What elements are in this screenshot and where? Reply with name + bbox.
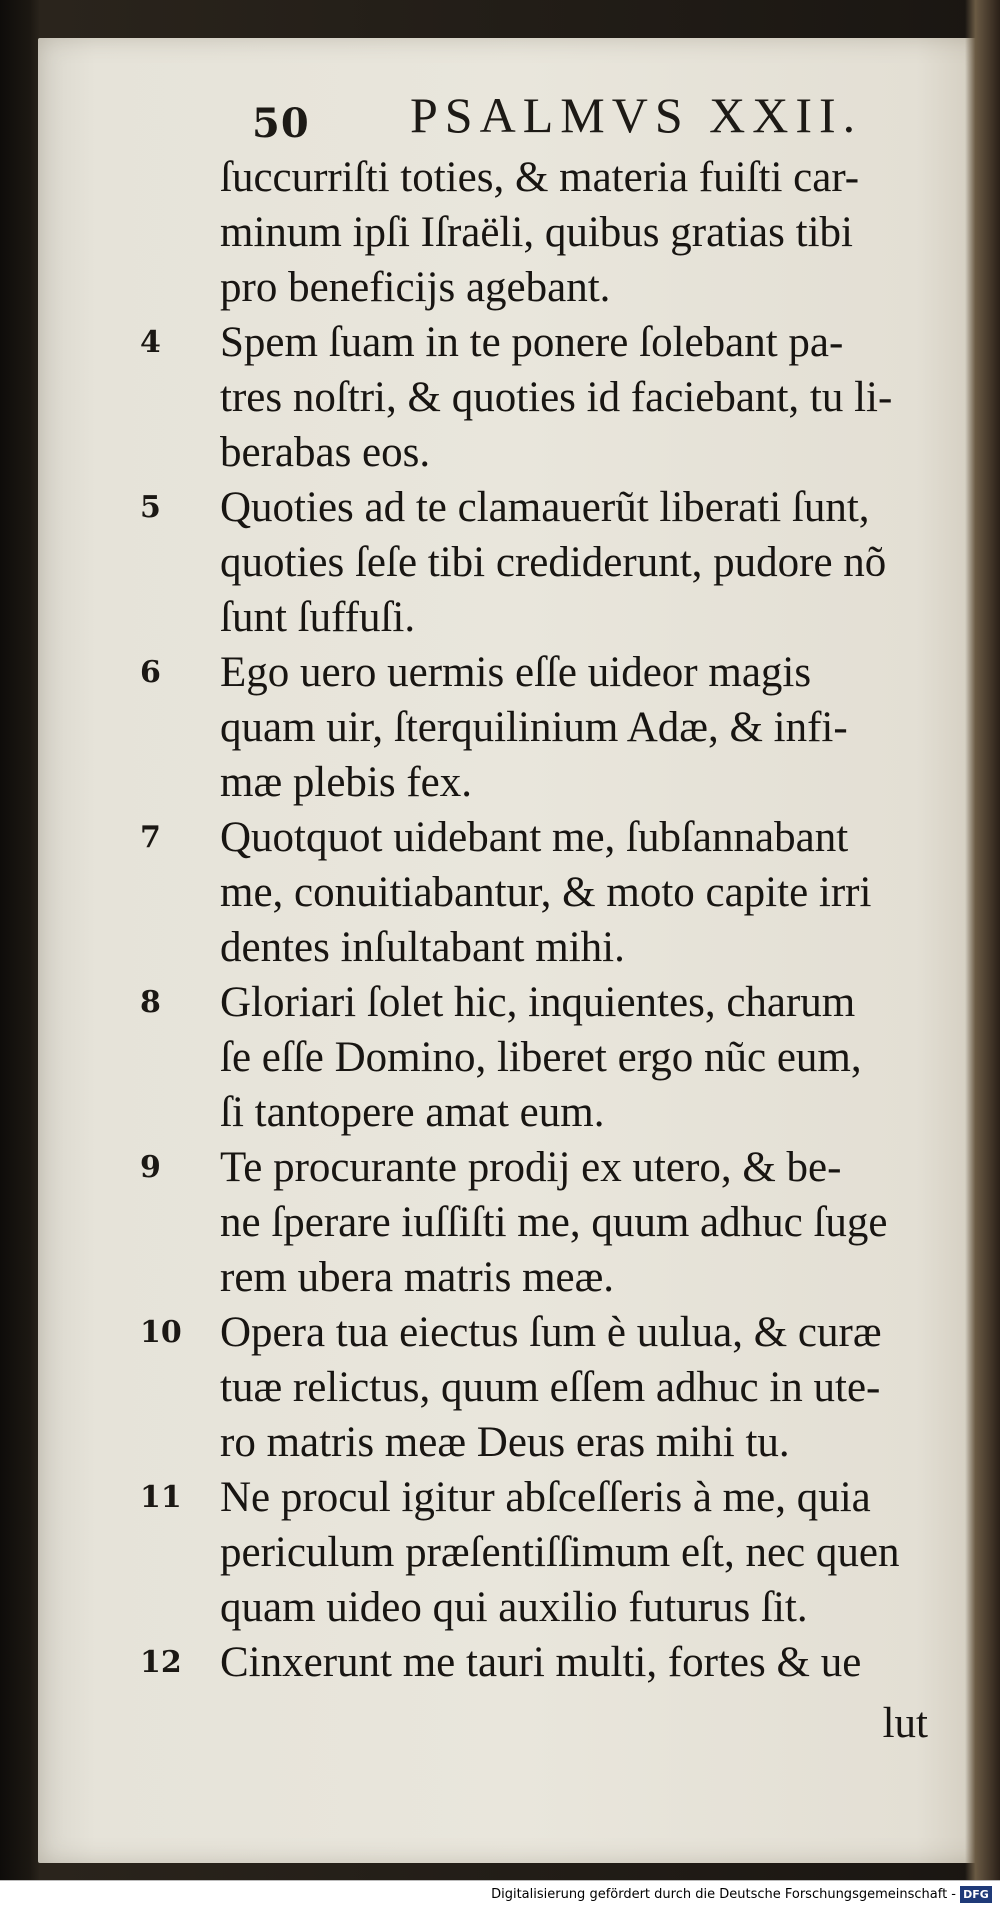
verse-number: 4 [140,325,161,360]
catchword: lut [882,1700,928,1747]
verse [140,1140,940,1305]
verse-number: 7 [140,820,161,855]
verse-number: 8 [140,985,161,1020]
verse-number: 10 [140,1315,182,1350]
text-line: quam uir, ſterquilinium Adæ, & infi- [220,704,848,751]
text-line: ſi tantopere amat eum. [220,1089,605,1136]
page-header [0,86,1000,156]
verse-number: 12 [140,1645,182,1680]
text-line: Te procurante prodij ex utero, & be- [220,1144,842,1191]
verse [140,975,940,1140]
running-title: PSALMVS XXII. [410,87,863,143]
text-line: Quotquot uidebant me, ſubſannabant [220,814,849,861]
verse [140,1305,940,1470]
verse-number: 11 [140,1480,182,1515]
verse [150,150,940,315]
text-line: ſe eſſe Domino, liberet ergo nũc eum, [220,1034,862,1081]
text-line: me, conuitiabantur, & moto capite irri [220,869,872,916]
verse [140,810,940,975]
text-line: Spem ſuam in te ponere ſolebant pa- [220,319,844,366]
text-line: minum ipſi Iſraëli, quibus gratias tibi [220,209,853,256]
page-edge-shadow [965,0,1000,1880]
text-line: Gloriari ſolet hic, inquientes, charum [220,979,856,1026]
text-line: Cinxerunt me tauri multi, fortes & ue [220,1639,862,1686]
footer-bar [0,1880,1000,1908]
text-line: ſuccurriſti toties, & materia fuiſti car- [220,154,860,201]
text-line: Ego uero uermis eſſe uideor magis [220,649,812,696]
text-line: Opera tua eiectus ſum è uulua, & curæ [220,1309,882,1356]
verse-number: 9 [140,1150,161,1185]
verse [140,1635,940,1690]
text-line: ſunt ſuffuſi. [220,594,416,641]
funding-credit: Digitalisierung gefördert durch die Deutsche Forschungsgemeinschaft - [491,1887,956,1902]
verse [140,645,940,810]
text-line: ne ſperare iuſſiſti me, quum adhuc ſuge [220,1199,888,1246]
text-line: Ne procul igitur abſceſſeris à me, quia [220,1474,871,1521]
text-line: tuæ relictus, quum eſſem adhuc in ute- [220,1364,881,1411]
psalm-text [140,150,940,1751]
text-line: Quoties ad te clamauerũt liberati ſunt, [220,484,870,531]
text-line: dentes inſultabant mihi. [220,924,625,971]
text-line: berabas eos. [220,429,431,476]
verse [140,1470,940,1635]
text-line: mæ plebis fex. [220,759,472,806]
dfg-logo: DFG [960,1886,992,1903]
text-line: ro matris meæ Deus eras mihi tu. [220,1419,790,1466]
text-line: tres noſtri, & quoties id faciebant, tu li- [220,374,893,421]
text-line: periculum præſentiſſimum eſt, nec quen [220,1529,900,1576]
page-number: 50 [252,100,310,147]
verse-number: 5 [140,490,161,525]
verse-number: 6 [140,655,161,690]
text-line: rem ubera matris meæ. [220,1254,615,1301]
verse [140,480,940,645]
text-line: quoties ſeſe tibi crediderunt, pudore nõ [220,539,887,586]
text-line: quam uideo qui auxilio futurus ſit. [220,1584,808,1631]
text-line: pro beneficijs agebant. [220,264,611,311]
verse [140,315,940,480]
